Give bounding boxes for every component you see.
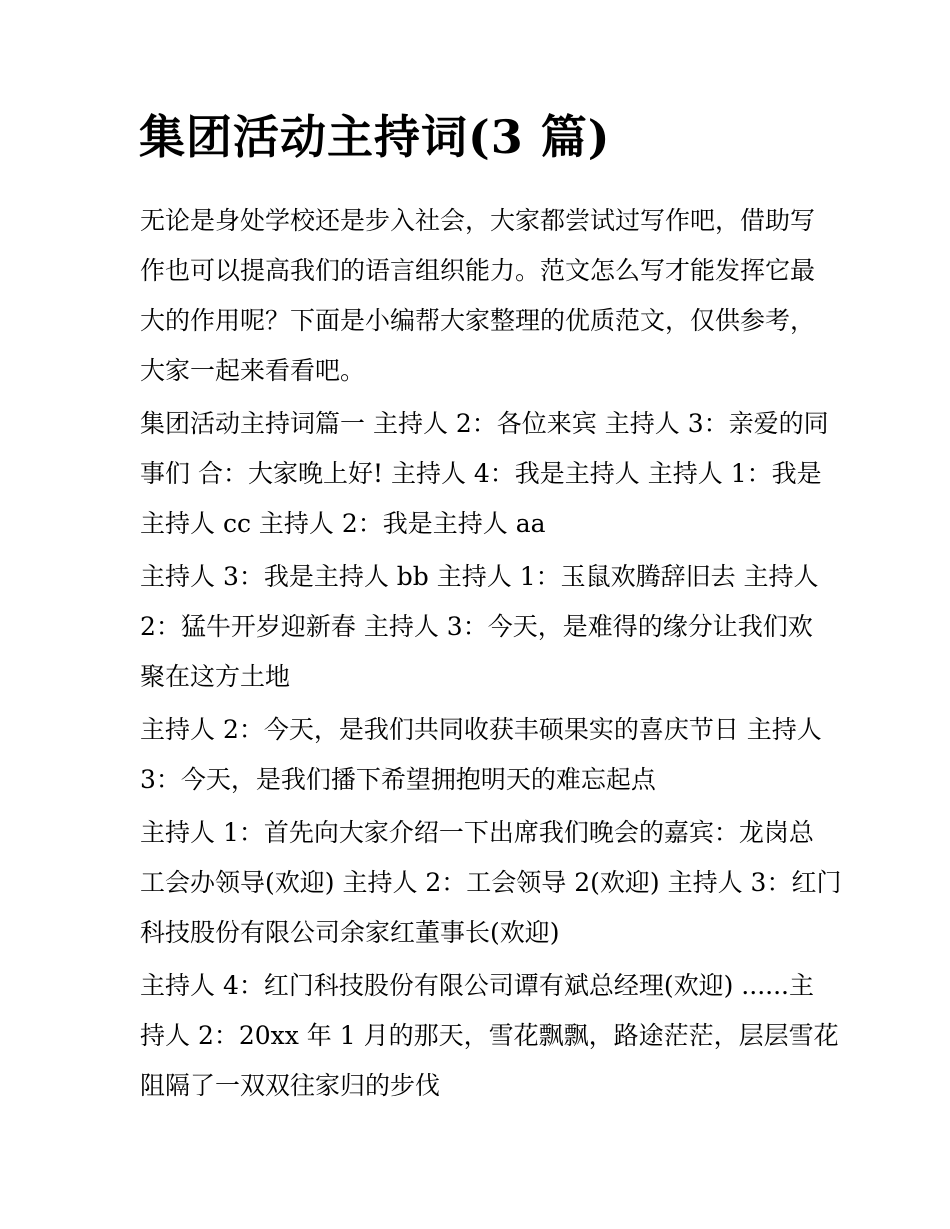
text-line: 主持人 1：首先向大家介绍一下出席我们晚会的嘉宾：龙岗总 xyxy=(140,818,814,847)
document-body xyxy=(140,196,842,1111)
text-line: 主持人 2：今天，是我们共同收获丰硕果实的喜庆节日 主持人 xyxy=(140,715,822,744)
paragraph xyxy=(140,961,839,1111)
text-line: 集团活动主持词篇一 主持人 2：各位来宾 主持人 3：亲爱的同 xyxy=(140,409,829,438)
paragraph xyxy=(140,808,842,958)
paragraph xyxy=(140,399,829,549)
text-line: 3：今天，是我们播下希望拥抱明天的难忘起点 xyxy=(140,765,656,794)
text-line: 事们 合：大家晚上好! 主持人 4：我是主持人 主持人 1：我是 xyxy=(140,459,822,488)
text-line: 大的作用呢？下面是小编帮大家整理的优质范文，仅供参考， xyxy=(140,306,816,335)
text-line: 主持人 3：我是主持人 bb 主持人 1：玉鼠欢腾辞旧去 主持人 xyxy=(140,562,819,591)
text-line: 作也可以提高我们的语言组织能力。范文怎么写才能发挥它最 xyxy=(140,256,816,285)
text-line: 科技股份有限公司余家红董事长(欢迎) xyxy=(140,918,560,947)
paragraph xyxy=(140,705,822,805)
text-line: 工会办领导(欢迎) 主持人 2：工会领导 2(欢迎) 主持人 3：红门 xyxy=(140,868,842,897)
paragraph xyxy=(140,552,819,702)
text-line: 主持人 4：红门科技股份有限公司谭有斌总经理(欢迎) ......主 xyxy=(140,971,814,1000)
text-line: 主持人 cc 主持人 2：我是主持人 aa xyxy=(140,509,546,538)
paragraph xyxy=(140,196,816,396)
text-line: 聚在这方土地 xyxy=(140,662,291,691)
text-line: 阻隔了一双双往家归的步伐 xyxy=(140,1071,441,1100)
document-title: 集团活动主持词(3 篇) xyxy=(139,110,611,164)
text-line: 大家一起来看看吧。 xyxy=(140,356,366,385)
text-line: 2：猛牛开岁迎新春 主持人 3：今天，是难得的缘分让我们欢 xyxy=(140,612,813,641)
text-line: 持人 2：20xx 年 1 月的那天，雪花飘飘，路途茫茫，层层雪花 xyxy=(140,1021,839,1050)
text-line: 无论是身处学校还是步入社会，大家都尝试过写作吧，借助写 xyxy=(140,206,816,235)
